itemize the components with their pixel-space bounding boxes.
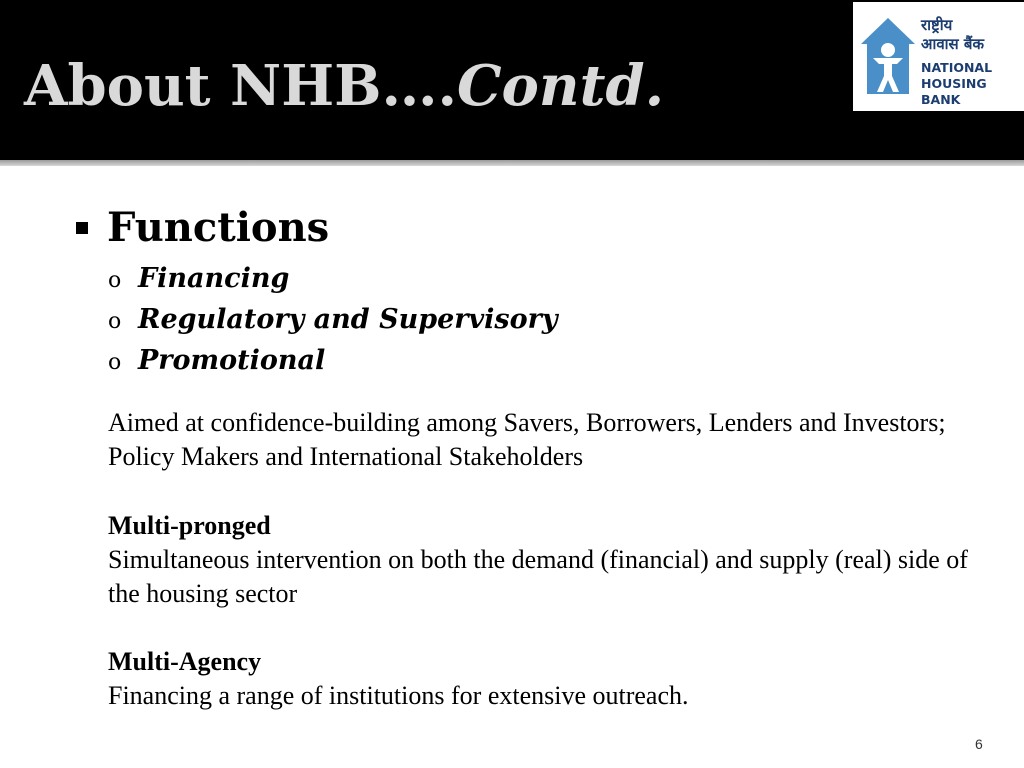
title-italic: Contd.	[456, 53, 665, 119]
multi-pronged-body: Simultaneous intervention on both the demand (financial) and supply (real) side of the housing sector	[108, 545, 968, 608]
list-item-label: Financing	[138, 263, 290, 294]
list-item-label: Regulatory and Supervisory	[138, 304, 558, 335]
page-number: 6	[975, 736, 983, 752]
multi-agency-title: Multi-Agency	[108, 647, 262, 676]
logo-english-text: NATIONAL HOUSING BANK	[921, 60, 993, 107]
logo-hindi-text: राष्ट्रीय आवास बैंक	[921, 16, 985, 53]
list-item	[108, 258, 558, 299]
circle-bullet-icon: o	[108, 309, 122, 334]
title-main: About NHB….	[24, 53, 457, 119]
multi-agency-body: Financing a range of institutions for extensive outreach.	[108, 681, 689, 710]
multi-pronged-paragraph	[108, 509, 988, 611]
list-item	[108, 299, 558, 340]
functions-list	[108, 258, 558, 381]
confidence-building-paragraph: Aimed at confidence-building among Savers, Borrowers, Lenders and Investors; Policy Makers and International Stakeholders	[108, 408, 946, 471]
multi-pronged-title: Multi-pronged	[108, 511, 271, 540]
multi-agency-paragraph	[108, 645, 988, 713]
list-item	[108, 340, 558, 381]
circle-bullet-icon: o	[108, 268, 122, 293]
list-item-label: Promotional	[138, 345, 326, 376]
functions-heading: Functions	[107, 204, 330, 251]
circle-bullet-icon: o	[108, 350, 122, 375]
square-bullet-icon	[76, 222, 88, 234]
